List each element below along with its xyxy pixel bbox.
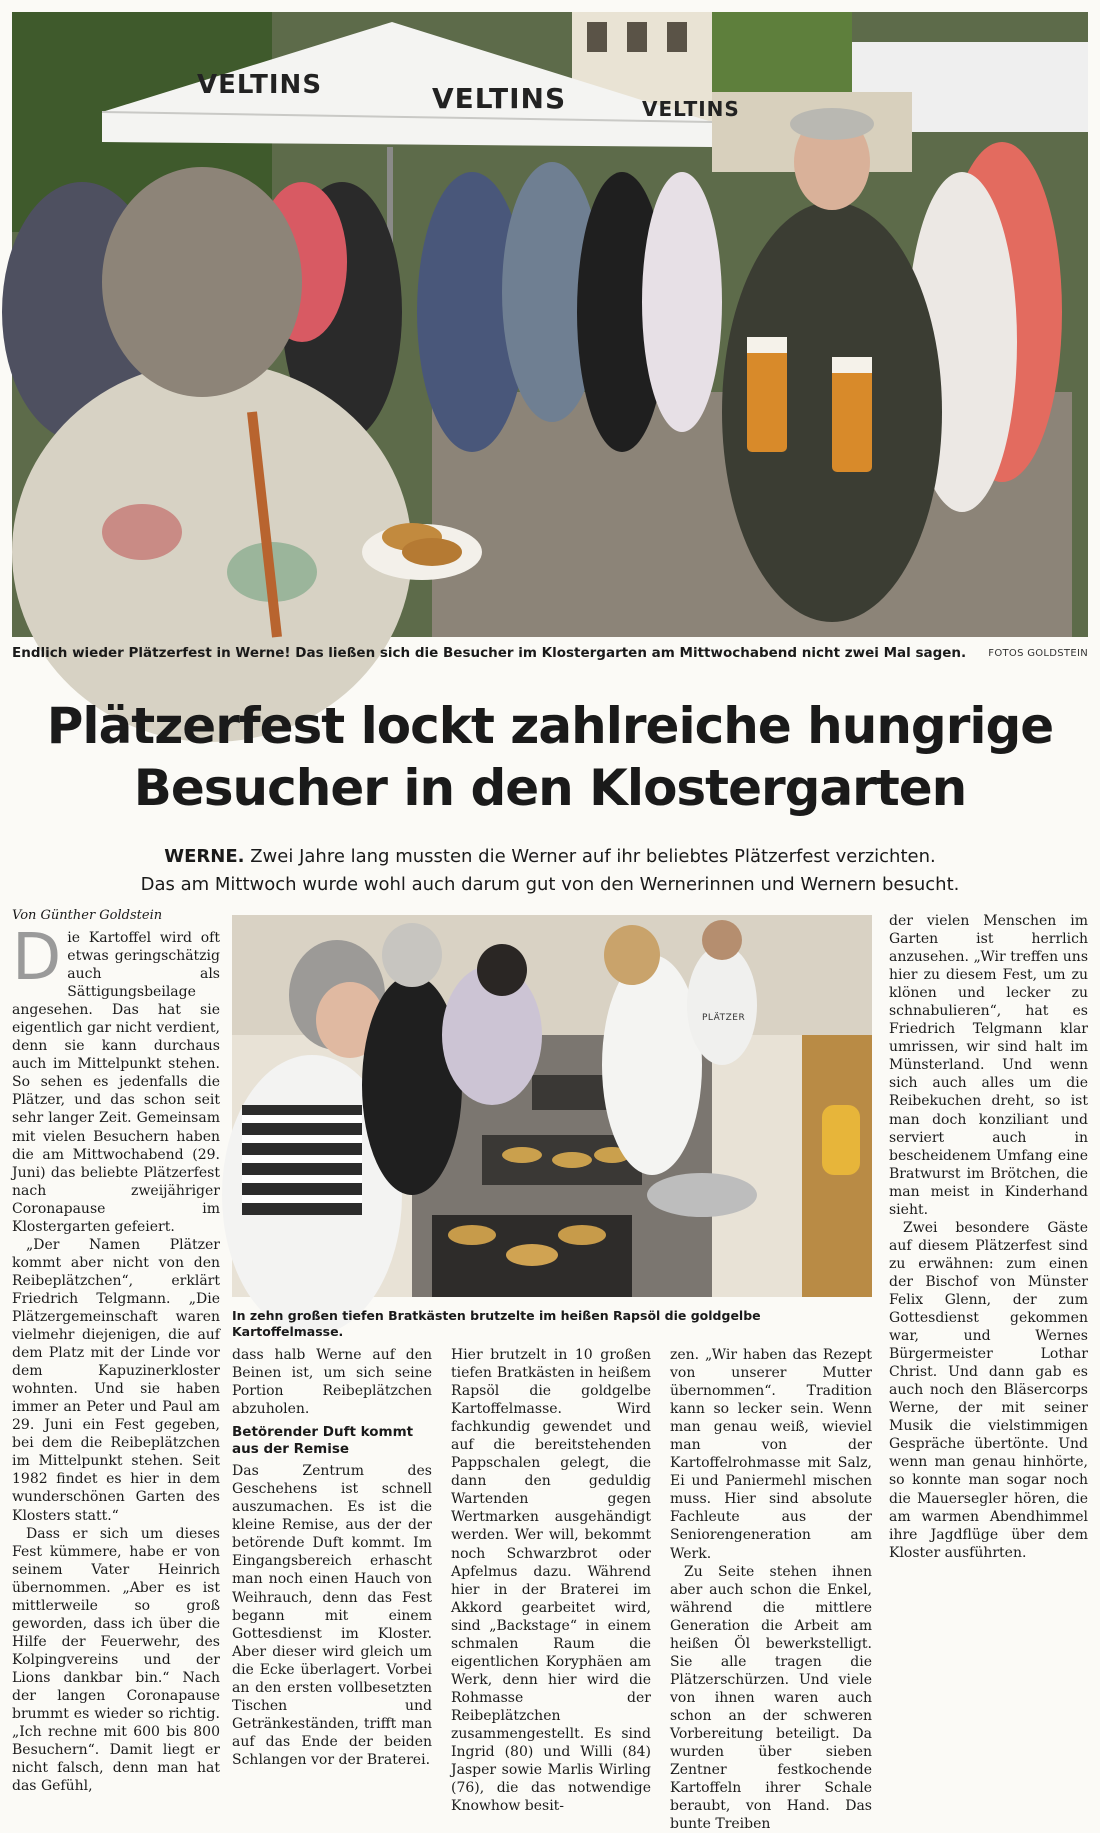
- col3-paragraph-1: Hier brutzelt in 10 großen tiefen Bratkästen in heißem Rapsöl die goldgelbe Kartoffelmasse. Wird fachkundig gewendet und auf die bereitstehenden Pappschalen gelegt, die dann den geduldig Wartenden gegen Wertmarken ausgehändigt werden. Wer will, bekommt noch Schwarzbrot oder Apfelmus dazu. Während hier in der Braterei im Akkord gearbeitet wird, sind „Backstage“ in einem schmalen Raum die eigentlichen Koryphäen am Werk, denn hier wird die Rohmasse der Reibeplätzchen zusammengestellt. Es sind Ingrid (80) und Willi (84) Jasper sowie Marlis Wirling (76), die das notwendige Knowhow besit-: [451, 1347, 651, 1815]
- frying-photo: [232, 915, 872, 1297]
- top-photo-caption: Endlich wieder Plätzerfest in Werne! Das ließen sich die Besucher im Klostergarten am Mittwochabend nicht zwei Mal sagen.: [12, 645, 967, 661]
- col2-paragraph-1: dass halb Werne auf den Beinen ist, um sich seine Portion Reibeplätzchen abzuholen.: [232, 1347, 432, 1418]
- subheading: Betörender Duft kommt aus der Remise: [232, 1424, 414, 1458]
- headline-line-2: Besucher in den Klostergarten: [133, 759, 967, 817]
- column-1: [12, 907, 220, 1795]
- frying-photo-caption: In zehn großen tiefen Bratkästen brutzelte im heißen Rapsöl die goldgelbe Kartoffelmasse.: [232, 1308, 761, 1339]
- col1-paragraph-1: Die Kartoffel wird oft etwas geringschätzig auch als Sättigungsbeilage angesehen. Das hat sie eigentlich gar nicht verdient, denn sie kann durchaus auch im Mittelpunkt stehen. So sehen es jedenfalls die Plätzer, und das schon seit sehr langer Zeit. Gemeinsam mit vielen Besuchern haben die am Mittwochabend (29. Juni) das beliebte Plätzerfest nach zweijähriger Coronapause im Klostergarten gefeiert.: [12, 921, 220, 1235]
- apron-text: PLÄTZER: [702, 1013, 746, 1023]
- frying-station-image: [232, 915, 872, 1297]
- drop-cap: D: [12, 921, 62, 995]
- column-4: [670, 1346, 872, 1833]
- lead-line-2: Das am Mittwoch wurde wohl auch darum gut von den Wernerinnen und Wernern besucht.: [140, 874, 960, 895]
- lead-line-1: Zwei Jahre lang mussten die Werner auf ihr beliebtes Plätzerfest verzichten.: [250, 846, 936, 867]
- col4-paragraph-2: Zu Seite stehen ihnen aber auch schon die Enkel, während die mittlere Generation die Arbeit am heißen Öl bewerkstelligt. Sie alle tragen die Plätzerschürzen. Und viele von ihnen waren auch schon an der schweren Vorbereitung beteiligt. Da wurden über sieben Zentner festkochende Kartoffeln ihrer Schale beraubt, von Hand. Das bunte Treiben: [670, 1563, 872, 1833]
- col1-paragraph-2: „Der Namen Plätzer kommt aber nicht von den Reibeplätzchen“, erklärt Friedrich Telgmann. „Die Plätzergemeinschaft waren vielmehr diejenigen, die auf dem Platz mit der Linde vor dem Kapuzinerkloster wohnten. Und sie haben immer an Peter und Paul am 29. Juni ein Fest gegeben, bei dem die Reibeplätzchen im Mittelpunkt stehen. Seit 1982 findet es hier in dem wunderschönen Garten des Klosters statt.“: [12, 1236, 220, 1524]
- column-5: [889, 912, 1088, 1562]
- column-3: [451, 1346, 651, 1815]
- lead-city: WERNE.: [164, 846, 245, 867]
- top-photo: [12, 12, 1088, 637]
- lead-paragraph: [40, 843, 1060, 899]
- col1-paragraph-3: Dass er sich um dieses Fest kümmere, habe er von seinem Vater Heinrich übernommen. „Aber es ist mittlerweile so groß geworden, dass ich über die Hilfe der Feuerwehr, des Kolpingvereins und der Lions dankbar bin.“ Nach der langen Coronapause brummt es wieder so richtig. „Ich rechne mit 600 bis 800 Besuchern“. Damit liegt er nicht falsch, denn man hat das Gefühl,: [12, 1525, 220, 1795]
- top-photo-caption-row: [12, 645, 1088, 669]
- photo-credit: FOTOS GOLDSTEIN: [988, 648, 1088, 659]
- headline: [12, 695, 1088, 819]
- byline: Von Günther Goldstein: [12, 908, 163, 923]
- umbrella-brand-text-3: VELTINS: [642, 97, 740, 121]
- column-2: [232, 1346, 432, 1769]
- col2-paragraph-2: Das Zentrum des Geschehens ist schnell auszumachen. Es ist die kleine Remise, aus der der betörende Duft kommt. Im Eingangsbereich erhascht man noch einen Hauch von Weihrauch, denn das Fest begann mit einem Gottesdienst im Kloster. Aber dieser wird gleich um die Ecke überlagert. Vorbei an den ersten vollbesetzten Tischen und Getränkeständen, trifft man auf das Ende der beiden Schlangen vor der Braterei.: [232, 1463, 432, 1768]
- headline-line-1: Plätzerfest lockt zahlreiche hungrige: [46, 697, 1054, 755]
- col5-paragraph-2: Zwei besondere Gäste auf diesem Plätzerfest sind zu erwähnen: zum einen der Bischof von Münster Felix Glenn, der zum Gottesdienst gekommen war, und Wernes Bürgermeister Lothar Christ. Und dann gab es auch noch den Bläsercorps Werne, der mit seiner Musik die vielstimmigen Gespräche übertönte. Und wenn man genau hinhörte, so konnte man sogar noch die Mauersegler hören, die am warmen Abendhimmel ihre Jagdflüge über dem Kloster ausführten.: [889, 1219, 1088, 1561]
- umbrella-brand-text-2: VELTINS: [432, 82, 567, 115]
- col4-paragraph-1: zen. „Wir haben das Rezept von unserer Mutter übernommen“. Tradition kann so lecker sein. Wenn man genau weiß, wieviel man von der Kartoffelrohmasse mit Salz, Ei und Paniermehl mischen muss. Hier sind absolute Fachleute aus der Seniorengeneration am Werk.: [670, 1347, 872, 1562]
- umbrella-brand-text: VELTINS: [197, 70, 323, 100]
- col5-paragraph-1: der vielen Menschen im Garten ist herrlich anzusehen. „Wir treffen uns hier zu diesem Fest, um zu klönen und lecker zu schnabulieren“, hat es Friedrich Telgmann klar umrissen, wir sind halt im Münsterland. Und wenn sich auch alles um die Reibekuchen dreht, so ist man doch konziliant und serviert auch in bescheidenem Umfang eine Bratwurst im Brötchen, die man meist in Kinderhand sieht.: [889, 913, 1088, 1218]
